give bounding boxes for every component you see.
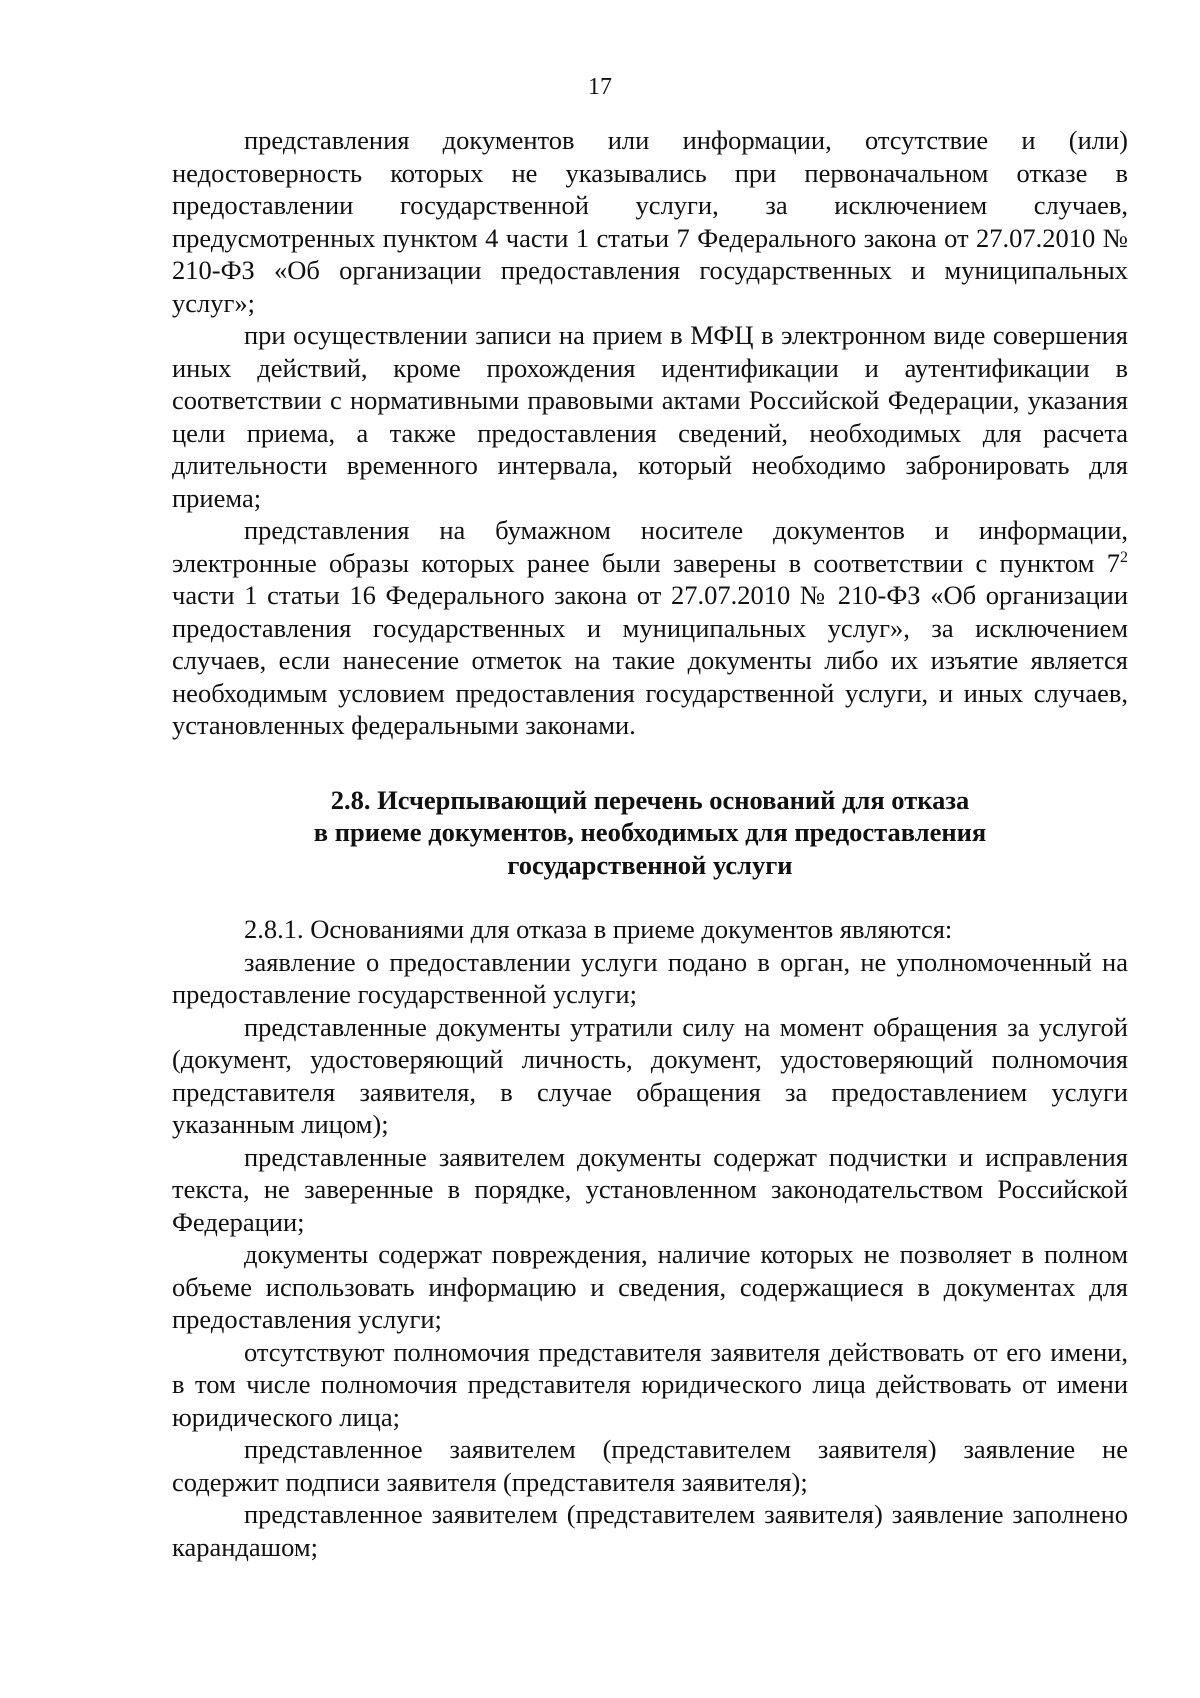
page-number: 17 [588, 74, 612, 100]
section-heading-line: 2.8. Исчерпывающий перечень оснований для отказа [330, 784, 970, 815]
section-heading-line: государственной услуги [507, 849, 793, 880]
paragraph-with-superscript [172, 514, 1128, 742]
paragraph-text: части 1 статьи 16 Федерального закона от 27.07.2010 № 210-ФЗ «Об организации предоставления государственных и муниципальных услуг», за исключением случаев, если нанесение отметок на такие документы либо их изъятие является необходимым условием предоставления государственной услуги, и иных случаев, установленных федеральными законами. [172, 580, 1128, 740]
paragraph: представленное заявителем (представителем заявителя) заявление заполнено карандашом; [172, 1499, 1128, 1562]
spacer [172, 881, 1128, 913]
paragraph: документы содержат повреждения, наличие которых не позволяет в полном объеме использовать информацию и сведения, содержащиеся в документах для предоставления услуги; [172, 1239, 1128, 1334]
paragraph: представленное заявителем (представителем заявителя) заявление не содержит подписи заявителя (представителя заявителя); [172, 1434, 1128, 1497]
paragraph: при осуществлении записи на прием в МФЦ в электронном виде совершения иных действий, кроме прохождения идентификации и аутентификации в соответствии с нормативными правовыми актами Российской Федерации, указания цели приема, а также предоставления сведений, необходимых для расчета длительности временного интервала, который необходимо забронировать для приема; [172, 320, 1128, 513]
paragraph-text: представления на бумажном носителе документов и информации, электронные образы которых ранее были заверены в соответствии с пунктом 7 [172, 515, 1128, 578]
paragraph: представления документов или информации, отсутствие и (или) недостоверность которых не указывались при первоначальном отказе в предоставлении государственной услуги, за исключением случаев, предусмотренных пунктом 4 части 1 статьи 7 Федерального закона от 27.07.2010 № 210-ФЗ «Об организации предоставления государственных и муниципальных услуг»; [172, 125, 1128, 318]
paragraph: 2.8.1. Основаниями для отказа в приеме документов являются: [244, 914, 953, 944]
paragraph: представленные заявителем документы содержат подчистки и исправления текста, не заверенные в порядке, установленном законодательством Российской Федерации; [172, 1141, 1128, 1237]
paragraph: заявление о предоставлении услуги подано в орган, не уполномоченный на предоставление государственной услуги; [172, 946, 1128, 1009]
section-heading-line: в приеме документов, необходимых для предоставления [313, 817, 987, 847]
superscript: 2 [1120, 548, 1128, 566]
paragraph: отсутствуют полномочия представителя заявителя действовать от его имени, в том числе полномочия представителя юридического лица действовать от имени юридического лица; [172, 1336, 1128, 1432]
document-body [172, 124, 1128, 1563]
section-heading [172, 784, 1128, 882]
paragraph: представленные документы утратили силу на момент обращения за услугой (документ, удостоверяющий личность, документ, удостоверяющий полномочия представителя заявителя, в случае обращения за предоставлением услуги указанным лицом); [172, 1011, 1128, 1139]
